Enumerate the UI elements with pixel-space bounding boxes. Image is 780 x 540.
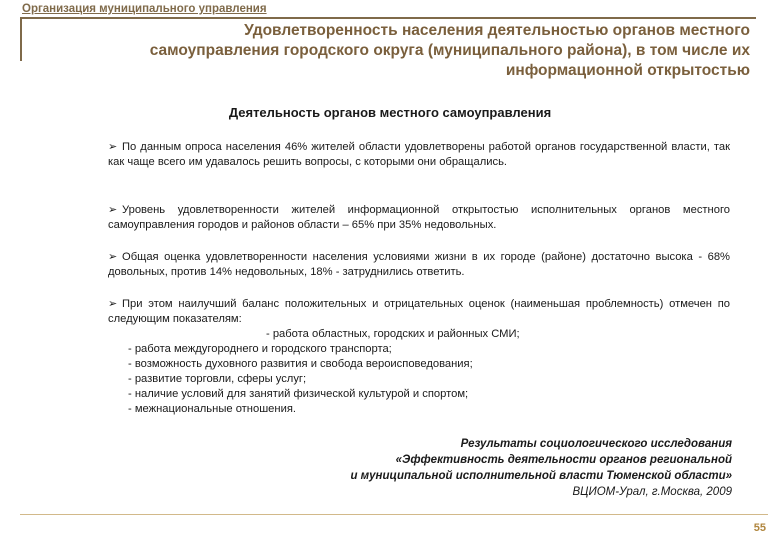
source-line: и муниципальной исполнительной власти Тюменской области» xyxy=(350,470,732,482)
arrowhead-bullet-icon: ➢ xyxy=(108,141,118,153)
title-divider xyxy=(20,17,756,19)
bullet-item xyxy=(108,297,730,417)
title-line: информационной открытостью xyxy=(505,62,750,79)
page-title xyxy=(50,21,750,81)
bullet-text: При этом наилучший баланс положительных и отрицательных оценок (наименьшая проблемность) отмечен по следующим показателям: xyxy=(108,298,730,325)
section-subtitle: Деятельность органов местного самоуправления xyxy=(228,105,552,120)
indicator-item: - развитие торговли, сферы услуг; xyxy=(128,373,307,385)
bullet-item xyxy=(108,203,730,233)
indicator-item: - наличие условий для занятий физической культурой и спортом; xyxy=(128,388,469,400)
title-line: самоуправления городского округа (муниципального района), в том числе их xyxy=(149,42,750,59)
footer-divider xyxy=(20,514,768,515)
indicator-item: - возможность духовного развития и свобода вероисповедования; xyxy=(128,358,473,370)
title-line: Удовлетворенность населения деятельностью органов местного xyxy=(244,22,750,39)
indicator-item: - межнациональные отношения. xyxy=(128,403,296,415)
bullet-item xyxy=(108,250,730,280)
source-line: Результаты социологического исследования xyxy=(460,438,732,450)
page-number: 55 xyxy=(753,522,766,534)
bullet-text: Общая оценка удовлетворенности населения условиями жизни в их городе (районе) достаточно высока - 68% довольных, против 14% недовольных, 18% - затруднились ответить. xyxy=(108,251,730,278)
bullet-item xyxy=(108,140,730,170)
source-organization: ВЦИОМ-Урал, г.Москва, 2009 xyxy=(572,486,732,498)
source-citation xyxy=(252,436,732,500)
bullet-text: По данным опроса населения 46% жителей области удовлетворены работой органов государственной власти, так как чаще всего им удавалось решить вопросы, с которыми они обращались. xyxy=(108,141,730,168)
arrowhead-bullet-icon: ➢ xyxy=(108,204,118,216)
arrowhead-bullet-icon: ➢ xyxy=(108,298,118,310)
source-line: «Эффективность деятельности органов региональной xyxy=(395,454,732,466)
arrowhead-bullet-icon: ➢ xyxy=(108,251,118,263)
section-label: Организация муниципального управления xyxy=(22,3,267,15)
indicator-item: - работа областных, городских и районных СМИ; xyxy=(266,328,520,340)
indicator-item: - работа междугороднего и городского транспорта; xyxy=(128,343,392,355)
bullet-text: Уровень удовлетворенности жителей информационной открытостью исполнительных органов местного самоуправления городов и районов области – 65% при 35% недовольных. xyxy=(108,204,730,231)
